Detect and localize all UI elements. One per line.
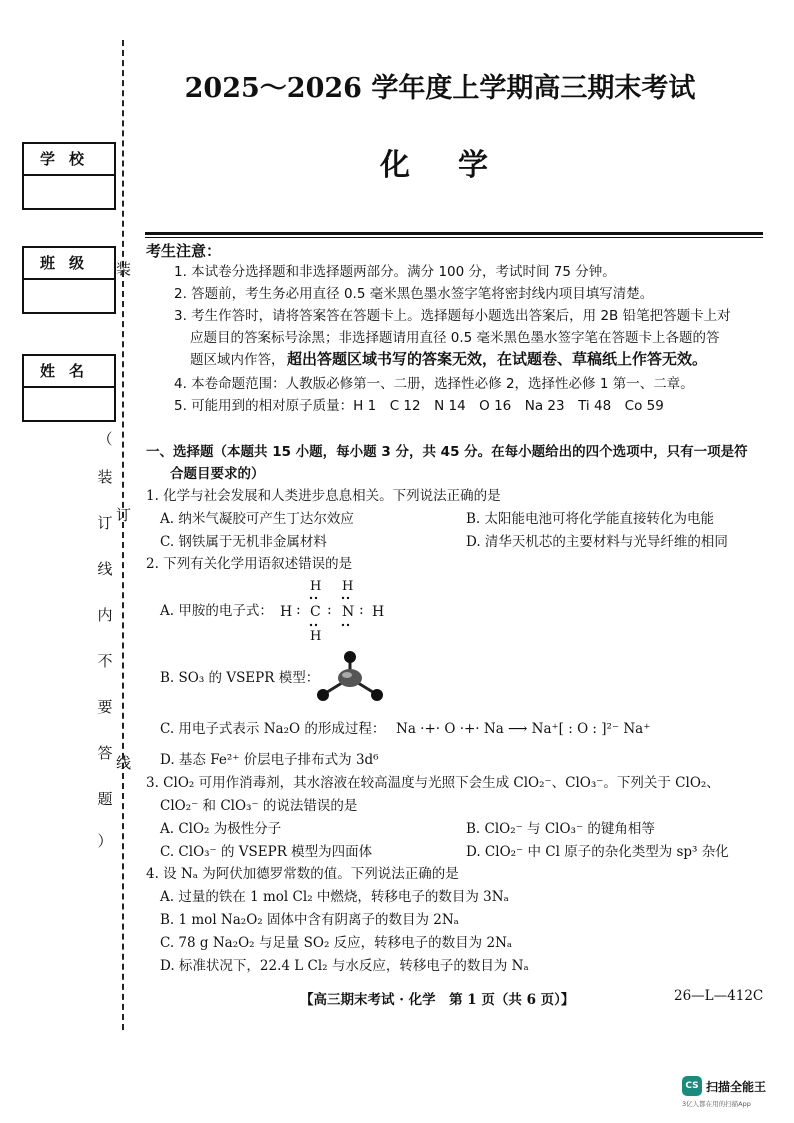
binding-mark-ding: 订 (116, 506, 132, 524)
paper-code: 26—L—412C (674, 988, 764, 1004)
methylamine-right-h: H (372, 604, 385, 620)
scanner-name: 扫描全能王 (706, 1079, 767, 1094)
binding-text-1: 装 (97, 468, 113, 486)
electron-pair: : (296, 602, 301, 618)
header-rule (145, 232, 763, 235)
na2o-formation: Na ·+· O ·+· Na ⟶ Na⁺[ : O : ]²⁻ Na⁺ (396, 721, 651, 737)
binding-mark-xian: 线 (116, 754, 132, 772)
school-box (22, 142, 116, 210)
methylamine-top-h1: H (310, 579, 322, 594)
q3-option-a: A. ClO₂ 为极性分子 (160, 821, 282, 837)
page-footer: 【高三期末考试 · 化学 第 1 页（共 6 页）】 (300, 992, 575, 1008)
notice-item-5: 5. 可能用到的相对原子质量：H 1 C 12 N 14 O 16 Na 23 Ti 48 Co 59 (174, 398, 664, 414)
q1-option-c: C. 钢铁属于无机非金属材料 (160, 534, 327, 550)
binding-text-7: 答 (97, 744, 113, 762)
q3-option-b: B. ClO₂⁻ 与 ClO₃⁻ 的键角相等 (466, 821, 655, 837)
binding-text-2: 订 (97, 514, 113, 532)
scanner-watermark (682, 1076, 766, 1108)
scanner-tagline: 3亿人都在用的扫描App (682, 1100, 751, 1108)
q4-option-c: C. 78 g Na₂O₂ 与足量 SO₂ 反应，转移电子的数目为 2Nₐ (160, 935, 513, 951)
methylamine-n: N (342, 604, 355, 620)
notice-item-3-cont: 应题目的答案标号涂黑；非选择题请用直径 0.5 毫米黑色墨水签字笔在答题卡上各题的答 (190, 330, 720, 346)
q2-option-b: B. SO₃ 的 VSEPR 模型： (160, 670, 320, 686)
q1-option-d: D. 清华天机芯的主要材料与光导纤维的相同 (466, 534, 728, 550)
name-field[interactable] (24, 388, 114, 420)
q4-option-d: D. 标准状况下，22.4 L Cl₂ 与水反应，转移电子的数目为 Nₐ (160, 958, 529, 974)
q3-stem: 3. ClO₂ 可用作消毒剂，其水溶液在较高温度与光照下会生成 ClO₂⁻、ClO₃⁻。下列关于 ClO₂、 (146, 775, 720, 791)
q4-option-a: A. 过量的铁在 1 mol Cl₂ 中燃烧，转移电子的数目为 3Nₐ (160, 889, 509, 905)
notice-item-3-end: 题区域内作答， (190, 352, 285, 368)
q3-option-c: C. ClO₃⁻ 的 VSEPR 模型为四面体 (160, 844, 373, 860)
class-label: 班级 (24, 248, 114, 280)
section-heading: 一、选择题（本题共 15 小题，每小题 3 分，共 45 分。在每小题给出的四个选项中，只有一项是符 (146, 444, 748, 460)
binding-text-9: ） (97, 832, 113, 850)
methylamine-c: C (310, 604, 321, 620)
binding-text-8: 题 (97, 790, 113, 808)
exam-title: 2025～2026 学年度上学期高三期末考试 (184, 73, 696, 104)
q2-stem: 2. 下列有关化学用语叙述错误的是 (146, 556, 353, 572)
notice-item-3: 3. 考生作答时，请将答案答在答题卡上。选择题每小题选出答案后，用 2B 铅笔把答题卡上对 (174, 308, 731, 324)
methylamine-bottom-h: H (310, 629, 322, 644)
binding-text-0: （ (97, 430, 113, 448)
electron-pair: : (327, 602, 332, 618)
binding-text-6: 要 (97, 698, 113, 716)
q1-stem: 1. 化学与社会发展和人类进步息息相关。下列说法正确的是 (146, 488, 501, 504)
q2-option-c: C. 用电子式表示 Na₂O 的形成过程： (160, 721, 386, 737)
class-field[interactable] (24, 280, 114, 312)
electron-pair: : (359, 602, 364, 618)
name-label: 姓名 (24, 356, 114, 388)
subject-title: 化学 (380, 148, 536, 183)
q3-option-d: D. ClO₂⁻ 中 Cl 原子的杂化类型为 sp³ 杂化 (466, 844, 729, 860)
camscanner-logo-icon: CS (682, 1076, 702, 1096)
notice-item-1: 1. 本试卷分选择题和非选择题两部分。满分 100 分，考试时间 75 分钟。 (174, 264, 616, 280)
class-box (22, 246, 116, 314)
methylamine-left-h: H (280, 604, 293, 620)
q2-option-d: D. 基态 Fe²⁺ 价层电子排布式为 3d⁶ (160, 752, 379, 768)
section-heading-cont: 合题目要求的） (170, 466, 265, 482)
notice-item-4: 4. 本卷命题范围：人教版必修第一、二册，选择性必修 2，选择性必修 1 第一、二章。 (174, 376, 694, 392)
methylamine-lone-dots (300, 590, 380, 630)
q3-stem-cont: ClO₂⁻ 和 ClO₃⁻ 的说法错误的是 (160, 798, 358, 814)
notice-warning: 超出答题区域书写的答案无效，在试题卷、草稿纸上作答无效。 (287, 350, 708, 368)
q1-option-b: B. 太阳能电池可将化学能直接转化为电能 (466, 511, 715, 527)
notice-heading: 考生注意： (146, 242, 222, 260)
school-field[interactable] (24, 176, 114, 208)
binding-text-3: 线 (97, 560, 113, 578)
school-label: 学校 (24, 144, 114, 176)
header-rule-thin (145, 237, 763, 238)
binding-mark-zhuang: 装 (116, 260, 132, 278)
name-box (22, 354, 116, 422)
binding-text-5: 不 (97, 652, 113, 670)
q4-option-b: B. 1 mol Na₂O₂ 固体中含有阴离子的数目为 2Nₐ (160, 912, 459, 928)
q4-stem: 4. 设 Nₐ 为阿伏加德罗常数的值。下列说法正确的是 (146, 866, 459, 882)
methylamine-top-h2: H (342, 579, 354, 594)
binding-text-4: 内 (97, 606, 113, 624)
q2-option-a: A. 甲胺的电子式： (160, 603, 273, 619)
binding-dashed-line (122, 40, 124, 1030)
notice-item-2: 2. 答题前，考生务必用直径 0.5 毫米黑色墨水签字笔将密封线内项目填写清楚。 (174, 286, 654, 302)
so3-vsepr-model-icon (312, 650, 388, 706)
q1-option-a: A. 纳米气凝胶可产生丁达尔效应 (160, 511, 354, 527)
